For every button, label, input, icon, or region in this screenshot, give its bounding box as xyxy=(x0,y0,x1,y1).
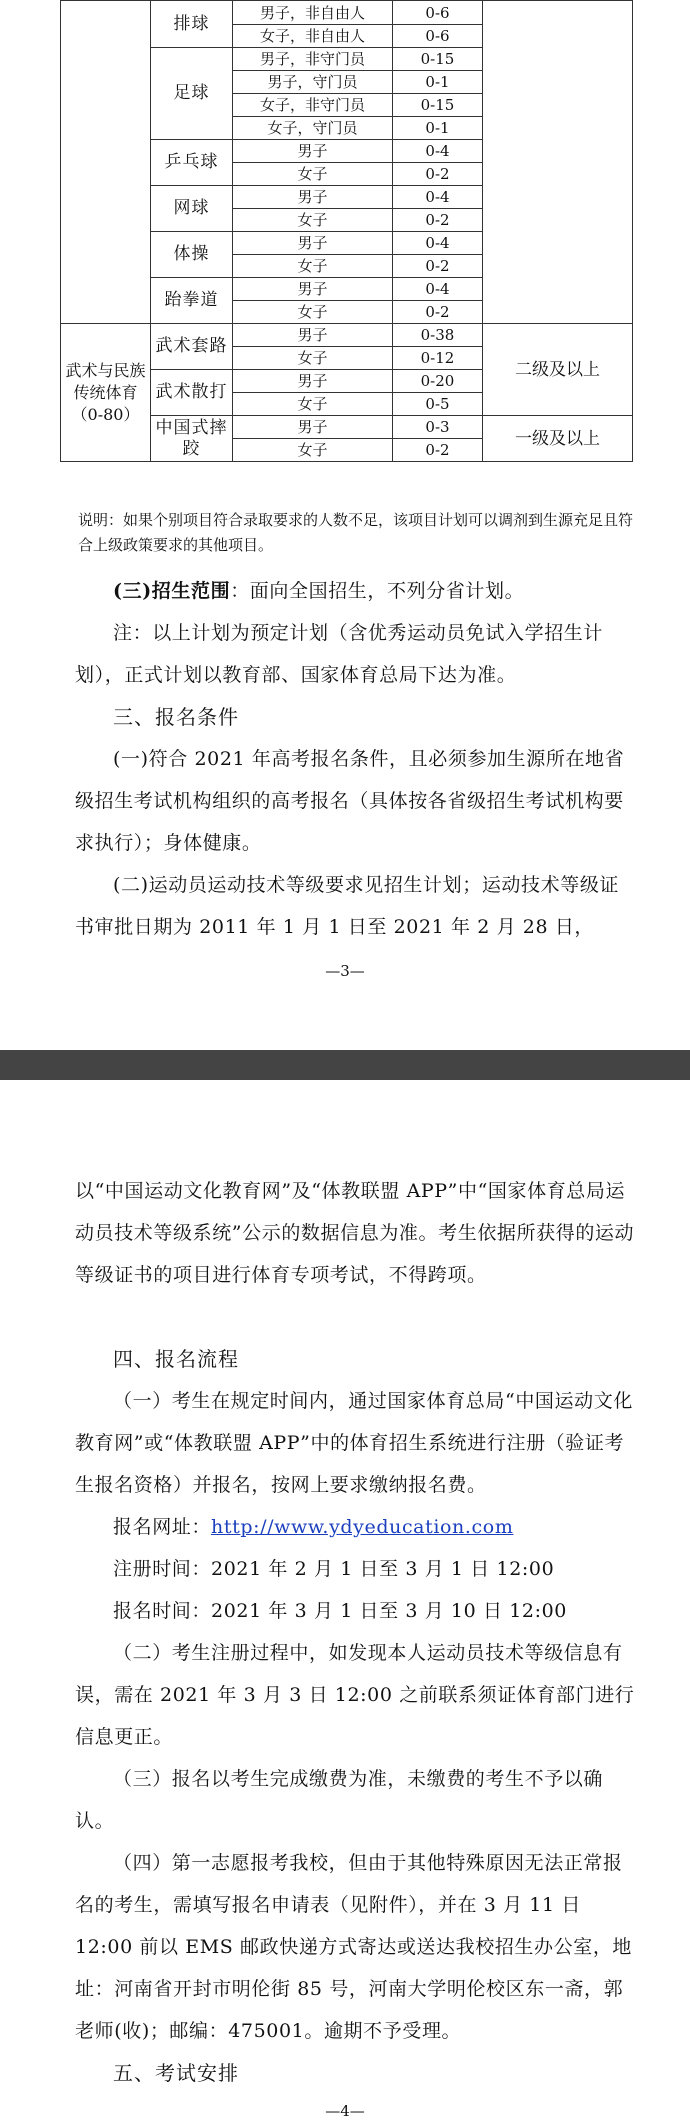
level-cell: 二级及以上 xyxy=(483,324,633,416)
range-cell: 0-2 xyxy=(393,439,483,462)
group-cell: 男子，非守门员 xyxy=(233,48,393,71)
group-cell: 男子，非自由人 xyxy=(233,1,393,25)
condition-2 xyxy=(75,864,635,948)
step-3-text: （三）报名以考生完成缴费为准，未缴费的考生不予以确认。 xyxy=(75,1768,604,1832)
page-divider xyxy=(0,1050,690,1080)
scope-paragraph xyxy=(75,570,635,612)
category-cell: 武术与民族传统体育（0-80） xyxy=(61,324,151,462)
step-3 xyxy=(75,1758,635,1842)
signup-site-link[interactable]: http://www.ydyeducation.com xyxy=(211,1516,514,1538)
registration-time xyxy=(75,1548,635,1590)
signup-site-label: 报名网址： xyxy=(113,1516,212,1538)
sport-cell: 足球 xyxy=(151,48,233,140)
step-4 xyxy=(75,1842,635,2052)
range-cell: 0-1 xyxy=(393,71,483,94)
group-cell: 男子 xyxy=(233,416,393,439)
range-cell: 0-15 xyxy=(393,48,483,71)
page-number-3: —3— xyxy=(325,962,365,980)
table-note: 说明：如果个别项目符合录取要求的人数不足，该项目计划可以调剂到生源充足且符合上级政策要求的其他项目。 xyxy=(78,511,634,554)
level-cell-empty xyxy=(483,1,633,324)
application-time xyxy=(75,1590,635,1632)
step-4-text: （四）第一志愿报考我校，但由于其他特殊原因无法正常报名的考生，需填写报名申请表（见附件），并在 3 月 11 日 12:00 前以 EMS 邮政快递方式寄达或送达我校招生办公室，地址：河南省开封市明伦街 85 号，河南大学明伦校区东一斋，郭老师(收)；邮编：475001。逾期不予受理。 xyxy=(75,1852,633,2042)
notice-paragraph xyxy=(75,612,635,696)
condition-2-text: (二)运动员运动技术等级要求见招生计划；运动技术等级证书审批日期为 2011 年 1 月 1 日至 2021 年 2 月 28 日， xyxy=(75,874,620,938)
range-cell: 0-3 xyxy=(393,416,483,439)
signup-site xyxy=(75,1506,635,1548)
group-cell: 女子 xyxy=(233,301,393,324)
category-cell-empty xyxy=(61,1,151,324)
scope-text: ：面向全国招生，不列分省计划。 xyxy=(230,580,525,602)
group-cell: 女子 xyxy=(233,439,393,462)
sport-cell: 乒乓球 xyxy=(151,140,233,186)
group-cell: 男子，守门员 xyxy=(233,71,393,94)
range-cell: 0-15 xyxy=(393,94,483,117)
group-cell: 女子 xyxy=(233,209,393,232)
range-cell: 0-4 xyxy=(393,278,483,301)
continuation-paragraph: 以“中国运动文化教育网”及“体教联盟 APP”中“国家体育总局运动员技术等级系统”公示的数据信息为准。考生依据所获得的运动等级证书的项目进行体育专项考试，不得跨项。 xyxy=(75,1180,635,1286)
sport-cell: 武术套路 xyxy=(151,324,233,370)
sport-cell: 中国式摔跤 xyxy=(151,416,233,462)
enrollment-plan-table xyxy=(60,0,633,462)
group-cell: 男子 xyxy=(233,140,393,163)
step-2 xyxy=(75,1632,635,1758)
scope-label: (三)招生范围 xyxy=(113,580,231,602)
step-2-text: （二）考生注册过程中，如发现本人运动员技术等级信息有误，需在 2021 年 3 月 3 日 12:00 之前联系须证体育部门进行信息更正。 xyxy=(75,1642,635,1748)
section-4-title: 四、报名流程 xyxy=(113,1347,239,1371)
range-cell: 0-6 xyxy=(393,1,483,25)
range-cell: 0-2 xyxy=(393,255,483,278)
page-3 xyxy=(0,0,690,1050)
group-cell: 女子，非守门员 xyxy=(233,94,393,117)
group-cell: 男子 xyxy=(233,370,393,393)
range-cell: 0-12 xyxy=(393,347,483,370)
sport-cell: 跆拳道 xyxy=(151,278,233,324)
page-4 xyxy=(0,1080,690,2128)
table-row xyxy=(61,324,633,347)
step-1-text: （一）考生在规定时间内，通过国家体育总局“中国运动文化教育网”或“体教联盟 APP”中的体育招生系统进行注册（验证考生报名资格）并报名，按网上要求缴纳报名费。 xyxy=(75,1390,633,1496)
page-number-4: —4— xyxy=(325,2102,365,2120)
range-cell: 0-4 xyxy=(393,186,483,209)
group-cell: 男子 xyxy=(233,278,393,301)
level-cell: 一级及以上 xyxy=(483,416,633,462)
range-cell: 0-4 xyxy=(393,140,483,163)
range-cell: 0-6 xyxy=(393,25,483,48)
range-cell: 0-2 xyxy=(393,209,483,232)
sport-cell: 排球 xyxy=(151,1,233,48)
sport-cell: 武术散打 xyxy=(151,370,233,416)
sport-cell: 体操 xyxy=(151,232,233,278)
group-cell: 女子 xyxy=(233,347,393,370)
sport-cell: 网球 xyxy=(151,186,233,232)
step-1 xyxy=(75,1380,635,1506)
notice-text: 注：以上计划为预定计划（含优秀运动员免试入学招生计划），正式计划以教育部、国家体育总局下达为准。 xyxy=(75,622,604,686)
range-cell: 0-5 xyxy=(393,393,483,416)
condition-1 xyxy=(75,738,635,864)
range-cell: 0-38 xyxy=(393,324,483,347)
condition-1-text: (一)符合 2021 年高考报名条件，且必须参加生源所在地省级招生考试机构组织的高考报名（具体按各省级招生考试机构要求执行）；身体健康。 xyxy=(75,748,625,854)
section-5-title: 五、考试安排 xyxy=(113,2061,239,2085)
section-3-title: 三、报名条件 xyxy=(113,705,239,729)
application-time-text: 报名时间：2021 年 3 月 1 日至 3 月 10 日 12:00 xyxy=(113,1600,567,1622)
group-cell: 女子 xyxy=(233,255,393,278)
range-cell: 0-4 xyxy=(393,232,483,255)
group-cell: 男子 xyxy=(233,232,393,255)
group-cell: 女子，非自由人 xyxy=(233,25,393,48)
group-cell: 男子 xyxy=(233,186,393,209)
registration-time-text: 注册时间：2021 年 2 月 1 日至 3 月 1 日 12:00 xyxy=(113,1558,555,1580)
group-cell: 女子 xyxy=(233,163,393,186)
group-cell: 女子 xyxy=(233,393,393,416)
range-cell: 0-2 xyxy=(393,301,483,324)
group-cell: 男子 xyxy=(233,324,393,347)
group-cell: 女子，守门员 xyxy=(233,117,393,140)
table-row xyxy=(61,1,633,25)
range-cell: 0-2 xyxy=(393,163,483,186)
range-cell: 0-20 xyxy=(393,370,483,393)
range-cell: 0-1 xyxy=(393,117,483,140)
